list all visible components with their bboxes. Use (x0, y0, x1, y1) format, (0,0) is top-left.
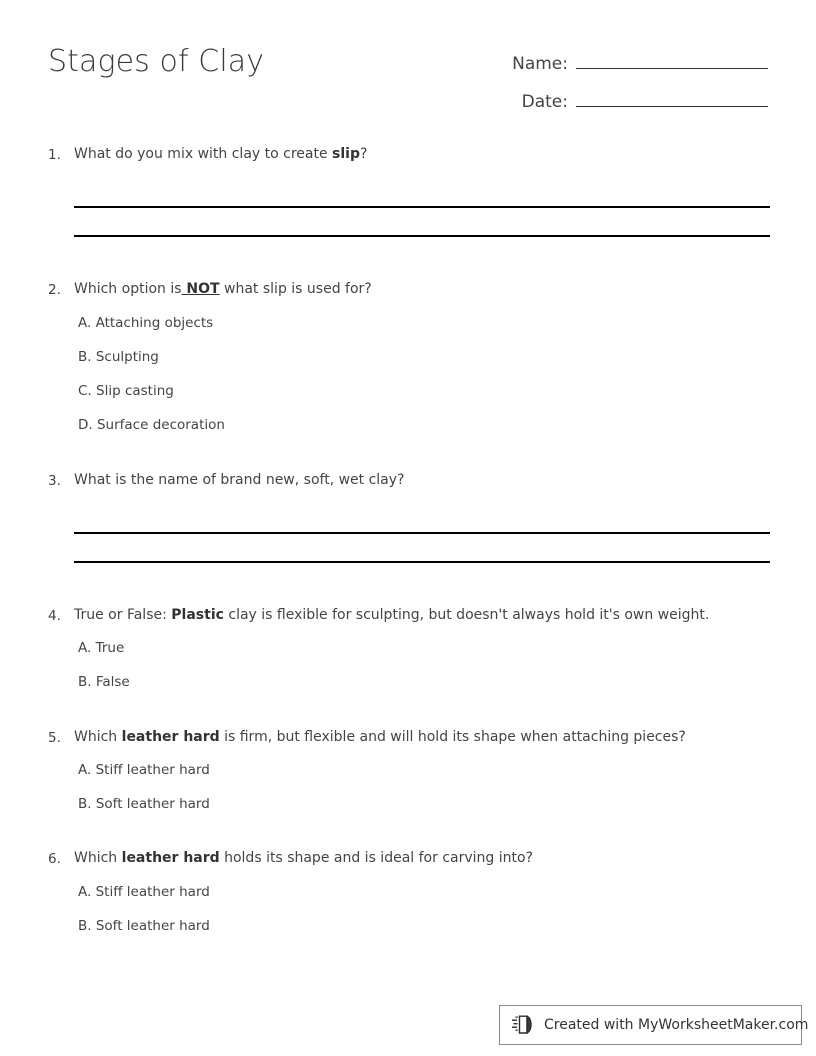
question-text-segment: is firm, but flexible and will hold its shape when attaching pieces? (219, 728, 686, 745)
worksheet-maker-logo-icon (512, 1014, 536, 1036)
question-text (74, 144, 768, 165)
question-text (74, 605, 768, 626)
name-date-fields (496, 48, 768, 124)
page-title: Stages of Clay (48, 44, 265, 79)
question-spacer (48, 237, 768, 279)
name-input-rule[interactable] (576, 48, 768, 69)
question-row (48, 470, 768, 491)
question-text-segment: Which (74, 728, 122, 745)
name-field-row (496, 48, 768, 86)
question-block (48, 605, 768, 693)
answer-option[interactable]: A. True (78, 640, 125, 656)
question-text-segment: holds its shape and is ideal for carving into? (219, 850, 533, 867)
question-text-segment: Plastic (171, 606, 224, 623)
question-text (74, 470, 768, 491)
question-text (74, 279, 768, 300)
question-block (48, 470, 768, 563)
question-spacer (48, 693, 768, 727)
question-spacer (48, 563, 768, 605)
answer-option[interactable]: B. Soft leather hard (78, 796, 210, 812)
date-input-rule[interactable] (576, 86, 768, 107)
question-text-segment: what slip is used for? (219, 281, 372, 298)
answer-option[interactable]: A. Stiff leather hard (78, 761, 210, 778)
question-spacer (48, 814, 768, 848)
question-block (48, 727, 768, 815)
question-text-segment: Which (74, 850, 122, 867)
question-text-segment: leather hard (121, 728, 220, 745)
answer-lines[interactable] (74, 491, 768, 563)
answer-option[interactable]: B. False (78, 674, 130, 691)
question-row (48, 605, 768, 626)
answer-options (74, 748, 768, 815)
question-text-segment: leather hard (121, 850, 220, 867)
answer-option[interactable]: B. Soft leather hard (78, 917, 210, 934)
answer-option[interactable]: C. Slip casting (78, 383, 174, 399)
worksheet-header (48, 44, 768, 124)
question-number: 1. (48, 147, 61, 163)
question-number: 6. (48, 851, 61, 868)
answer-lines[interactable] (74, 165, 768, 237)
answer-option[interactable]: B. Sculpting (78, 348, 159, 365)
question-block (48, 279, 768, 435)
answer-options (74, 870, 768, 937)
question-text-segment: NOT (181, 281, 220, 298)
question-row (48, 144, 768, 165)
question-text-segment: Which option is (74, 281, 182, 298)
answer-option[interactable]: A. Attaching objects (78, 314, 214, 331)
question-text-segment: True or False: (74, 606, 172, 623)
answer-options (74, 626, 768, 693)
question-block (48, 144, 768, 237)
question-text-segment: What is the name of brand new, soft, wet clay? (74, 471, 405, 488)
question-text-segment: What do you mix with clay to create (74, 146, 333, 162)
questions-list (48, 144, 768, 936)
date-field-row (496, 86, 768, 124)
question-spacer (48, 436, 768, 470)
question-number: 3. (48, 472, 61, 489)
question-row (48, 848, 768, 869)
question-text-segment: slip (332, 146, 360, 162)
answer-option[interactable]: D. Surface decoration (78, 417, 225, 434)
question-text-segment: ? (359, 146, 368, 162)
answer-line[interactable] (74, 208, 770, 237)
question-block (48, 848, 768, 936)
question-row (48, 279, 768, 300)
question-row (48, 727, 768, 748)
answer-options (74, 301, 768, 436)
answer-line[interactable] (74, 179, 770, 208)
question-text (74, 848, 768, 869)
question-number: 5. (48, 729, 61, 746)
answer-option[interactable]: A. Stiff leather hard (78, 883, 210, 900)
badge-label: Created with MyWorksheetMaker.com (544, 1017, 809, 1033)
question-number: 4. (48, 607, 61, 624)
answer-line[interactable] (74, 534, 770, 563)
question-text-segment: clay is flexible for sculpting, but doesn't always hold it's own weight. (223, 606, 710, 623)
question-text (74, 727, 768, 748)
question-number: 2. (48, 282, 61, 299)
answer-line[interactable] (74, 505, 770, 534)
name-label: Name: (512, 54, 568, 74)
date-label: Date: (521, 92, 568, 112)
worksheet-maker-badge[interactable] (499, 1005, 809, 1045)
